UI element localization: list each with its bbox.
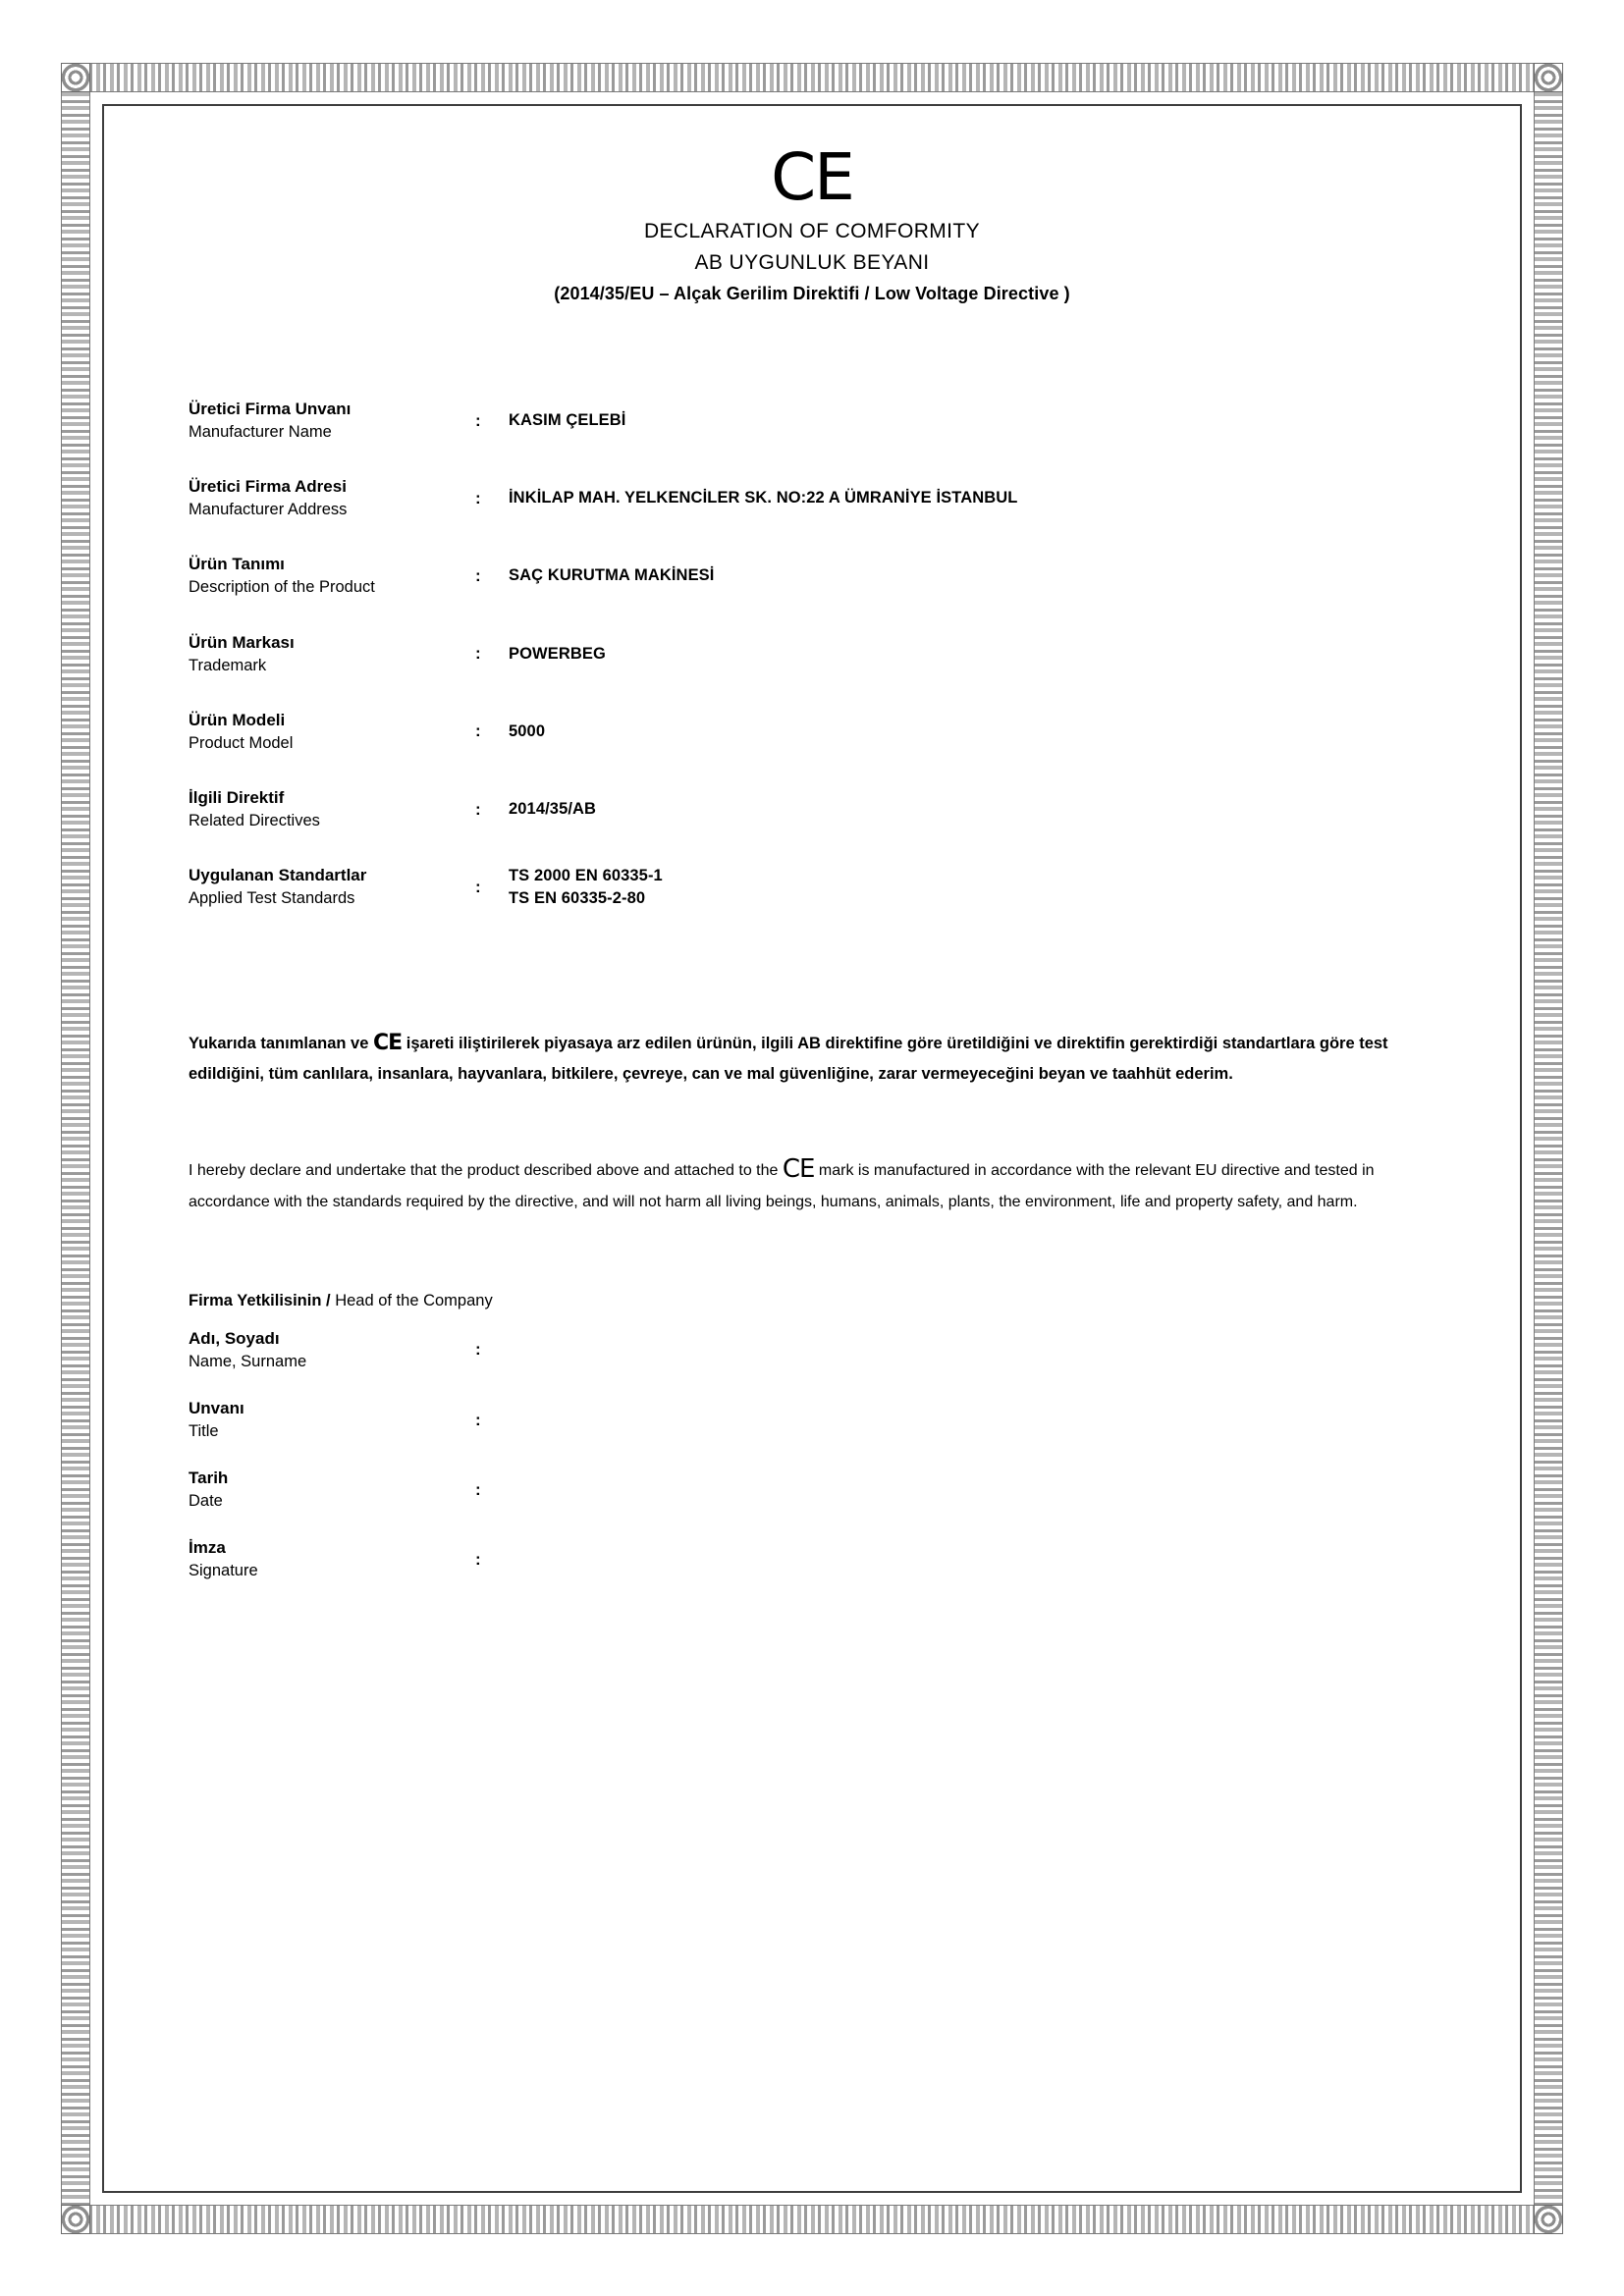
field-label-product-model	[189, 710, 475, 754]
field-value-product-model: 5000	[509, 721, 546, 740]
frame-corner-top-right	[1534, 63, 1563, 92]
field-value-trademark: POWERBEG	[509, 644, 606, 663]
field-colon: :	[475, 799, 481, 819]
signature-colon: :	[475, 1479, 481, 1499]
field-label-manufacturer-name	[189, 399, 475, 443]
frame-band-right	[1534, 63, 1563, 2234]
declaration-fields	[157, 399, 1467, 910]
field-row-related-directives	[189, 787, 1467, 831]
frame-corner-top-left	[61, 63, 90, 92]
signature-label-en: Title	[189, 1421, 219, 1440]
signature-value-name[interactable]	[509, 1341, 803, 1359]
field-value-applied-standards	[509, 865, 663, 910]
field-label-applied-standards	[189, 865, 475, 909]
field-colon: :	[475, 566, 481, 585]
signature-value-signature[interactable]	[509, 1551, 803, 1569]
ce-logo-icon: CE	[771, 139, 853, 215]
document-content	[102, 104, 1522, 2193]
field-label-tr: Ürün Markası	[189, 632, 295, 652]
signature-label-date	[189, 1468, 475, 1512]
field-label-en: Trademark	[189, 656, 267, 674]
signature-label-tr: Unvanı	[189, 1398, 244, 1417]
directive-subtitle: (2014/35/EU – Alçak Gerilim Direktifi / Low Voltage Directive )	[554, 284, 1070, 303]
title-turkish: AB UYGUNLUK BEYANI	[694, 250, 930, 274]
signature-label-name	[189, 1328, 475, 1372]
field-label-manufacturer-address	[189, 476, 475, 520]
field-value-related-directives: 2014/35/AB	[509, 800, 597, 819]
field-colon: :	[475, 488, 481, 507]
field-row-manufacturer-name	[189, 399, 1467, 443]
signature-row-signature	[189, 1537, 1467, 1581]
field-label-tr: İlgili Direktif	[189, 788, 285, 808]
signature-label-title	[189, 1398, 475, 1442]
frame-corner-bottom-right	[1534, 2205, 1563, 2234]
field-colon: :	[475, 721, 481, 741]
standard-line-2: TS EN 60335-2-80	[509, 889, 646, 908]
field-colon: :	[475, 878, 481, 897]
field-label-en: Applied Test Standards	[189, 889, 355, 908]
field-row-manufacturer-address	[189, 476, 1467, 520]
declaration-en-part2: mark is manufactured in accordance with the relevant EU directive and tested in accordance with the standards required by the directive, and will not harm all living beings, humans, animals, plants, the environment, life and property safety, and harm.	[189, 1161, 1375, 1210]
field-value-product-description: SAÇ KURUTMA MAKİNESİ	[509, 566, 715, 585]
field-colon: :	[475, 644, 481, 664]
field-label-tr: Uygulanan Standartlar	[189, 866, 367, 885]
field-value-manufacturer-name: KASIM ÇELEBİ	[509, 411, 626, 430]
field-row-product-model	[189, 710, 1467, 754]
field-label-en: Manufacturer Address	[189, 501, 348, 519]
signature-colon: :	[475, 1340, 481, 1360]
signature-colon: :	[475, 1410, 481, 1429]
declaration-tr-part2: işareti iliştirilerek piyasaya arz edilen ürünün, ilgili AB direktifine göre üretildiğini ve direktifin gerektirdiği standartlara göre test edildiğini, tüm canlılara, insanlara, hayvanlara, bitkilere, çevreye, can ve mal güvenliğine, zarar vermeyeceğini beyan ve taahhüt ederim.	[189, 1035, 1388, 1084]
declaration-paragraph-english	[157, 1148, 1467, 1215]
document-title-block	[157, 216, 1467, 304]
field-colon: :	[475, 410, 481, 430]
standard-line-1: TS 2000 EN 60335-1	[509, 867, 663, 885]
frame-corner-bottom-left	[61, 2205, 90, 2234]
signature-heading-en: Head of the Company	[335, 1291, 493, 1309]
field-label-tr: Üretici Firma Adresi	[189, 477, 347, 497]
frame-band-bottom	[61, 2205, 1563, 2234]
signature-section-heading	[157, 1292, 1467, 1310]
signature-colon: :	[475, 1549, 481, 1569]
frame-band-top	[61, 63, 1563, 92]
ce-inline-icon-en: CE	[782, 1153, 815, 1184]
signature-label-en: Signature	[189, 1562, 258, 1580]
signature-label-en: Date	[189, 1492, 223, 1511]
signature-label-tr: İmza	[189, 1538, 226, 1558]
field-label-tr: Ürün Tanımı	[189, 555, 285, 574]
field-label-en: Description of the Product	[189, 578, 375, 597]
field-label-tr: Ürün Modeli	[189, 710, 286, 729]
signature-row-title	[189, 1398, 1467, 1442]
field-row-applied-standards	[189, 865, 1467, 910]
title-english: DECLARATION OF COMFORMITY	[643, 220, 981, 242]
signature-label-signature	[189, 1537, 475, 1581]
declaration-paragraph-turkish	[157, 1026, 1467, 1087]
signature-row-date	[189, 1468, 1467, 1512]
field-label-tr: Üretici Firma Unvanı	[189, 400, 352, 418]
field-label-en: Manufacturer Name	[189, 422, 332, 441]
field-label-related-directives	[189, 787, 475, 831]
field-label-product-description	[189, 554, 475, 598]
field-row-trademark	[189, 632, 1467, 676]
signature-value-date[interactable]	[509, 1481, 803, 1499]
field-label-trademark	[189, 632, 475, 676]
declaration-tr-part1: Yukarıda tanımlanan ve	[189, 1035, 369, 1053]
signature-fields	[157, 1328, 1467, 1582]
signature-row-name	[189, 1328, 1467, 1372]
ce-inline-icon-tr: CE	[373, 1031, 403, 1056]
signature-heading-tr: Firma Yetkilisinin /	[189, 1291, 331, 1309]
signature-value-title[interactable]	[509, 1412, 803, 1429]
field-label-en: Related Directives	[189, 811, 320, 829]
frame-band-left	[61, 63, 90, 2234]
signature-label-tr: Tarih	[189, 1468, 229, 1488]
signature-label-en: Name, Surname	[189, 1352, 307, 1370]
signature-label-tr: Adı, Soyadı	[189, 1328, 280, 1348]
field-label-en: Product Model	[189, 733, 294, 752]
field-value-manufacturer-address: İNKİLAP MAH. YELKENCİLER SK. NO:22 A ÜMRANİYE İSTANBUL	[509, 489, 1018, 507]
field-row-product-description	[189, 554, 1467, 598]
declaration-en-part1: I hereby declare and undertake that the product described above and attached to the	[189, 1161, 779, 1179]
